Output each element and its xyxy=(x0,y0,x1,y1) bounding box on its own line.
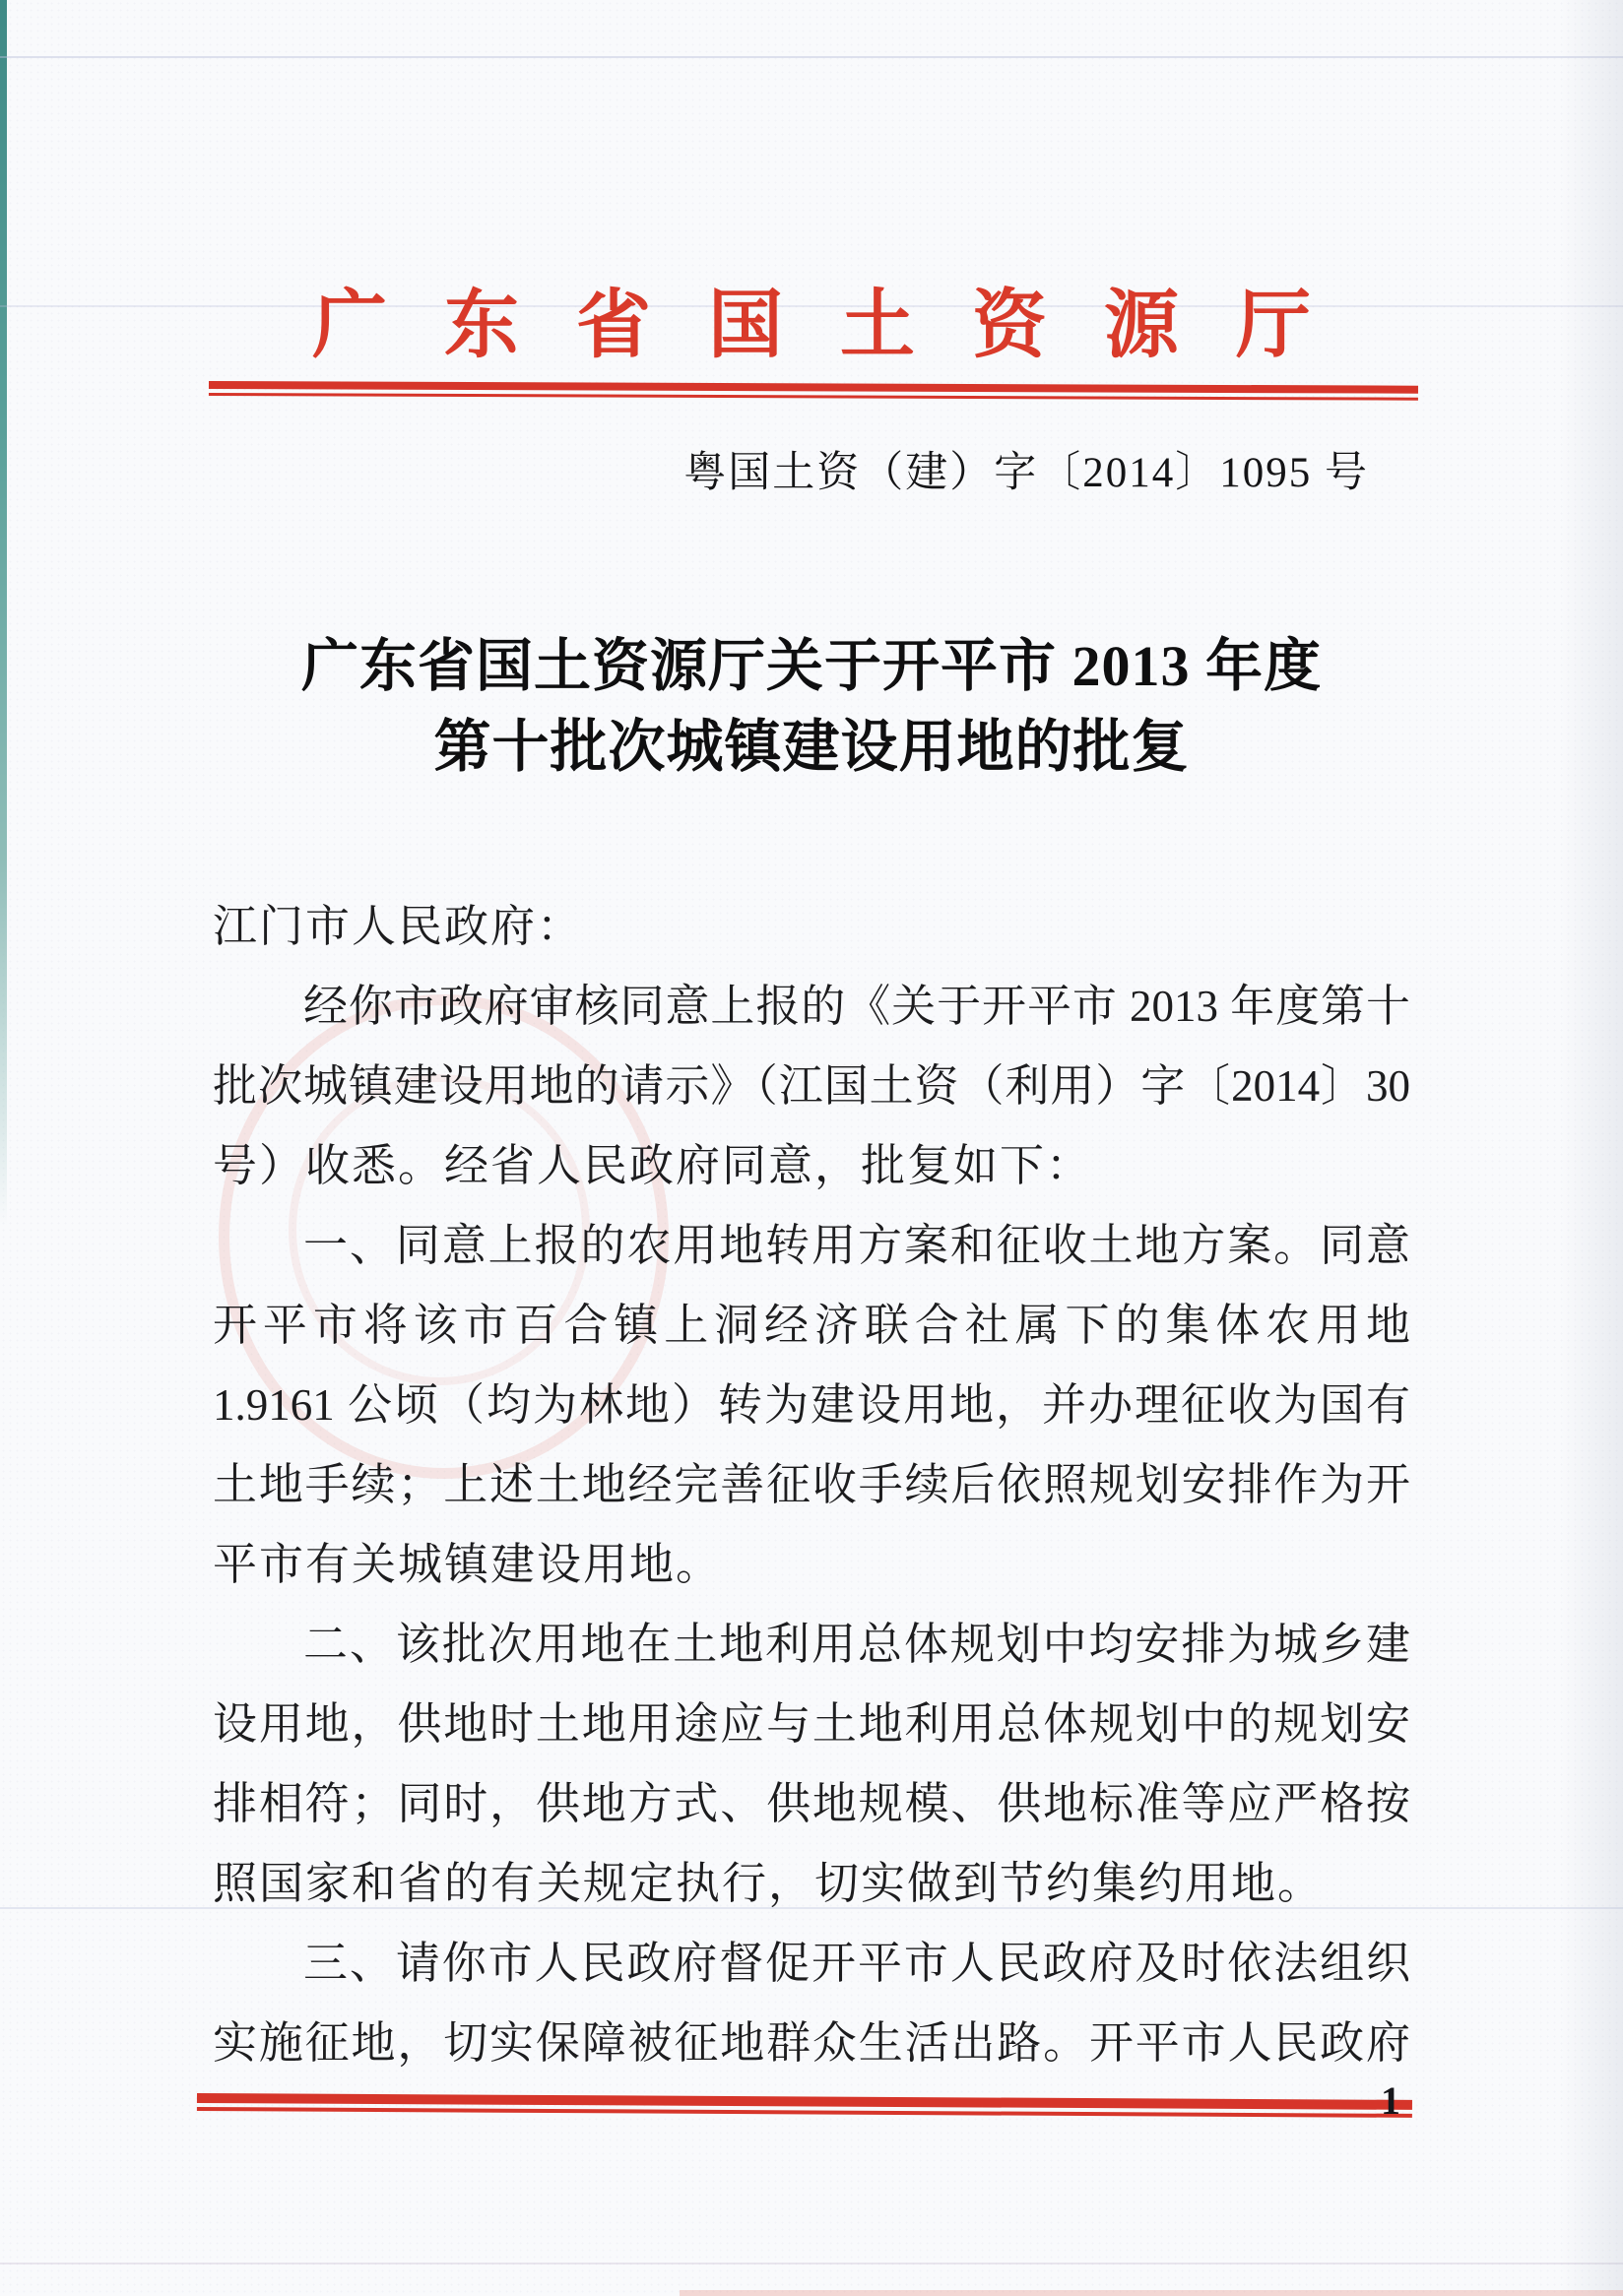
document-title-line1: 广东省国土资源厅关于开平市 2013 年度 xyxy=(300,634,1322,698)
recipient-line: 江门市人民政府： xyxy=(213,902,584,951)
letterhead-rule-thick xyxy=(209,381,1418,394)
body-line xyxy=(213,1206,1410,1286)
scan-line-artifact xyxy=(0,2263,1623,2264)
body-line-text: 实施征地，切实保障被征地群众生活出路。开平市人民政府 xyxy=(213,2018,1410,2068)
body-line-text: 照国家和省的有关规定执行，切实做到节约集约用地。 xyxy=(213,1859,1325,1908)
body-line-text: 号）收悉。经省人民政府同意，批复如下： xyxy=(213,1141,1093,1190)
body-line xyxy=(213,1047,1410,1126)
body-line xyxy=(213,967,1410,1047)
body-line xyxy=(213,1445,1410,1525)
body-line-text: 三、请你市人民政府督促开平市人民政府及时依法组织 xyxy=(303,1939,1410,1988)
body-line xyxy=(213,1525,1410,1605)
body-line-text: 一、同意上报的农用地转用方案和征收土地方案。同意 xyxy=(303,1221,1410,1270)
body-line-text: 二、该批次用地在土地利用总体规划中均安排为城乡建 xyxy=(303,1620,1410,1669)
body-line xyxy=(213,1685,1410,1764)
body-line xyxy=(213,1366,1410,1445)
letterhead-agency-name: 广东省国土资源厅 xyxy=(312,285,1368,367)
page-number: 1 xyxy=(1381,2078,1400,2123)
body-line-text: 设用地，供地时土地用途应与土地利用总体规划中的规划安 xyxy=(213,1699,1410,1749)
letterhead-rule xyxy=(209,381,1418,401)
document-title xyxy=(0,626,1623,788)
body-line xyxy=(213,1764,1410,1844)
body-line-text: 开平市将该市百合镇上洞经济联合社属下的集体农用地 xyxy=(213,1301,1410,1350)
body-line xyxy=(213,1126,1410,1206)
scan-line-artifact xyxy=(0,56,1623,58)
scan-smudge-artifact xyxy=(680,2290,1623,2296)
body-text xyxy=(213,967,1410,2083)
body-line xyxy=(213,2004,1410,2083)
body-line-text: 经你市政府审核同意上报的《关于开平市 2013 年度第十 xyxy=(303,982,1410,1031)
body-line xyxy=(213,1844,1410,1924)
body-line-text: 土地手续；上述土地经完善征收手续后依照规划安排作为开 xyxy=(213,1460,1410,1509)
footer-rule xyxy=(197,2093,1412,2118)
document-title-line2: 第十批次城镇建设用地的批复 xyxy=(433,715,1190,779)
body-line xyxy=(213,1924,1410,2004)
body-line-text: 排相符；同时，供地方式、供地规模、供地标准等应严格按 xyxy=(213,1779,1410,1828)
body-line-text: 1.9161 公顷（均为林地）转为建设用地，并办理征收为国有 xyxy=(213,1380,1410,1430)
body-line-text: 批次城镇建设用地的请示》（江国土资（利用）字〔2014〕30 xyxy=(213,1061,1410,1111)
letterhead-rule-thin xyxy=(209,393,1418,401)
body-line xyxy=(213,1605,1410,1685)
body-line xyxy=(213,1286,1410,1366)
body-line-text: 平市有关城镇建设用地。 xyxy=(213,1540,723,1589)
scan-edge-artifact xyxy=(0,0,7,1226)
document-number: 粤国土资（建）字〔2014〕1095 号 xyxy=(683,450,1369,496)
